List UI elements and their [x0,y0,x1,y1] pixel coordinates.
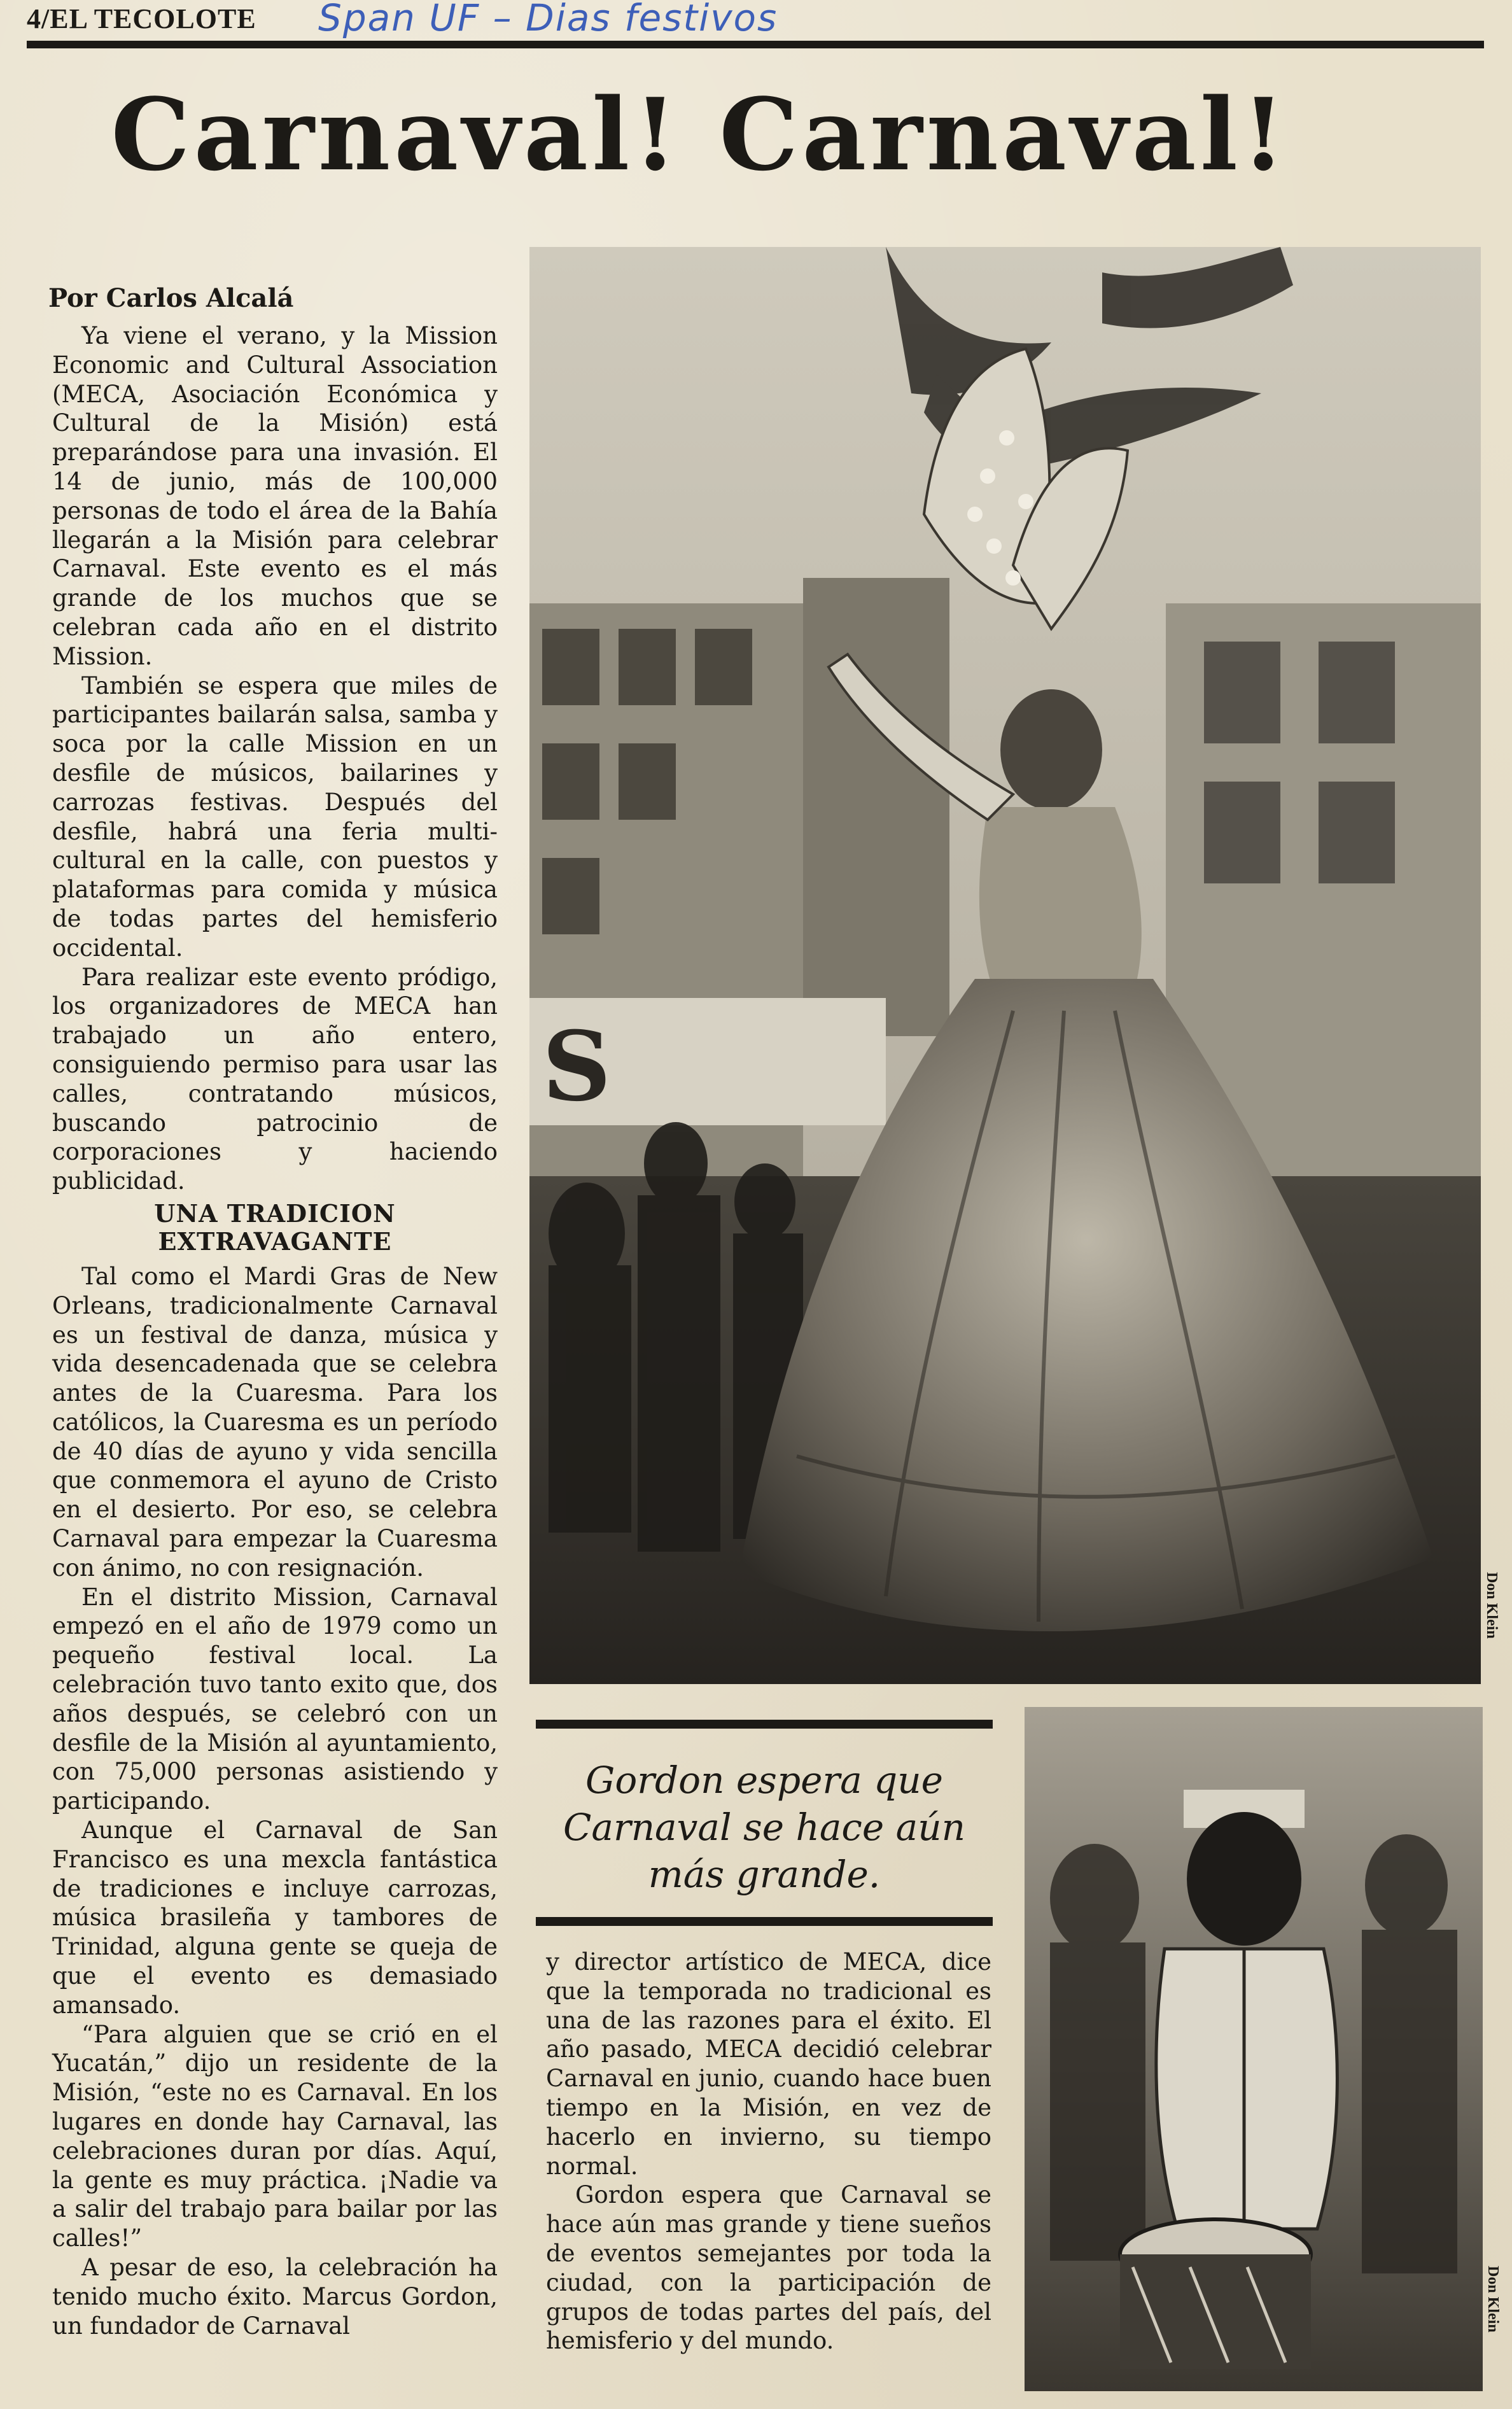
paragraph: En el distrito Mission, Carnaval empezó en el año de 1979 como un pequeño festival local. La celebración tuvo tanto exito que, dos años después, se celebró con un desfile de la Misión al ayuntamiento, con 75,000 personas asistiendo y participando. [52,1583,498,1815]
byline: Por Carlos Alcalá [48,283,294,313]
paragraph: Gordon espera que Carnaval se hace aún mas grande y tiene sueños de eventos semejantes por toda la ciudad, con la participación de grupos de todas partes del país, del hemisferio y del mundo. [546,2181,991,2355]
photo-illustration [529,247,1481,1684]
handwritten-note: Span UF – Dias festivos [318,0,778,39]
paragraph: Ya viene el verano, y la Mission Economic and Cultural Association (MECA, Asociación Económica y Cultural de la Misión) está preparándose para una invasión. El 14 de junio, más de 100,000 personas de todo el área de la Bahía llegarán a la Misión para celebrar Carnaval. Este evento es el más grande de los muchos que se celebran cada año en el distrito Mission. [52,322,498,670]
photo-credit: Don Klein [1483,1572,1500,1639]
article-column-3 [546,1948,991,2356]
svg-text:S: S [542,1011,612,1123]
pull-quote-top-rule [536,1720,993,1729]
subheading: UNA TRADICION EXTRAVAGANTE [154,1198,396,1256]
headline: Carnaval! Carnaval! [111,76,1289,193]
photo-illustration [1025,1707,1483,2391]
paragraph: y director artístico de MECA, dice que la temporada no tradicional es una de las razones para el éxito. El año pasado, MECA decidió celebrar Carnaval en junio, cuando hace buen tiempo en la Misión, en vez de hacerlo en invierno, su tiempo normal. [546,1948,991,2180]
paragraph: Aunque el Carnaval de San Francisco es una mexcla fantástica de tradiciones e incluye carrozas, música brasileña y tambores de Trinidad, alguna gente se queja de que el evento es demasiado amansado. [52,1816,498,2019]
top-rule [27,41,1484,48]
photo-credit: Don Klein [1485,2266,1501,2333]
paragraph: Para realizar este evento pródigo, los organizadores de MECA han trabajado un año entero, consiguiendo permiso para usar las calles, contratando músicos, buscando patrocinio de corporaciones y haciendo publicidad. [52,963,498,1195]
paragraph: También se espera que miles de participantes bailarán salsa, samba y soca por la calle Mission en un desfile de músicos, bailarines y carrozas festivas. Después del desfile, habrá una feria multi-cultural en la calle, con puestos y plataformas para comida y música de todas partes del hemisferio occidental. [52,671,498,962]
paragraph: Tal como el Mardi Gras de New Orleans, tradicionalmente Carnaval es un festival de danza, música y vida desencadenada que se celebra antes de la Cuaresma. Para los católicos, la Cuaresma es un período de 40 días de ayuno y vida sencilla que conmemora el ayuno de Cristo en el desierto. Por eso, se celebra Carnaval para empezar la Cuaresma con ánimo, no con resignación. [52,1262,498,1582]
article-column-1 [52,321,498,2340]
drummer-photo [1025,1707,1483,2391]
carnival-dancer-photo [529,247,1481,1684]
masthead: 4/EL TECOLOTE [27,3,256,34]
paragraph: “Para alguien que se crió en el Yucatán,” dijo un residente de la Misión, “este no es Carnaval. En los lugares en donde hay Carnaval, las celebraciones duran por días. Aquí, la gente es muy práctica. ¡Nadie va a salir del trabajo para bailar por las calles!” [52,2020,498,2252]
pull-quote: Gordon espera que Carnaval se hace aún más grande. [563,1759,965,1896]
paragraph: A pesar de eso, la celebración ha tenido mucho éxito. Marcus Gordon, un fundador de Carnaval [52,2254,498,2340]
pull-quote-bottom-rule [536,1917,993,1926]
